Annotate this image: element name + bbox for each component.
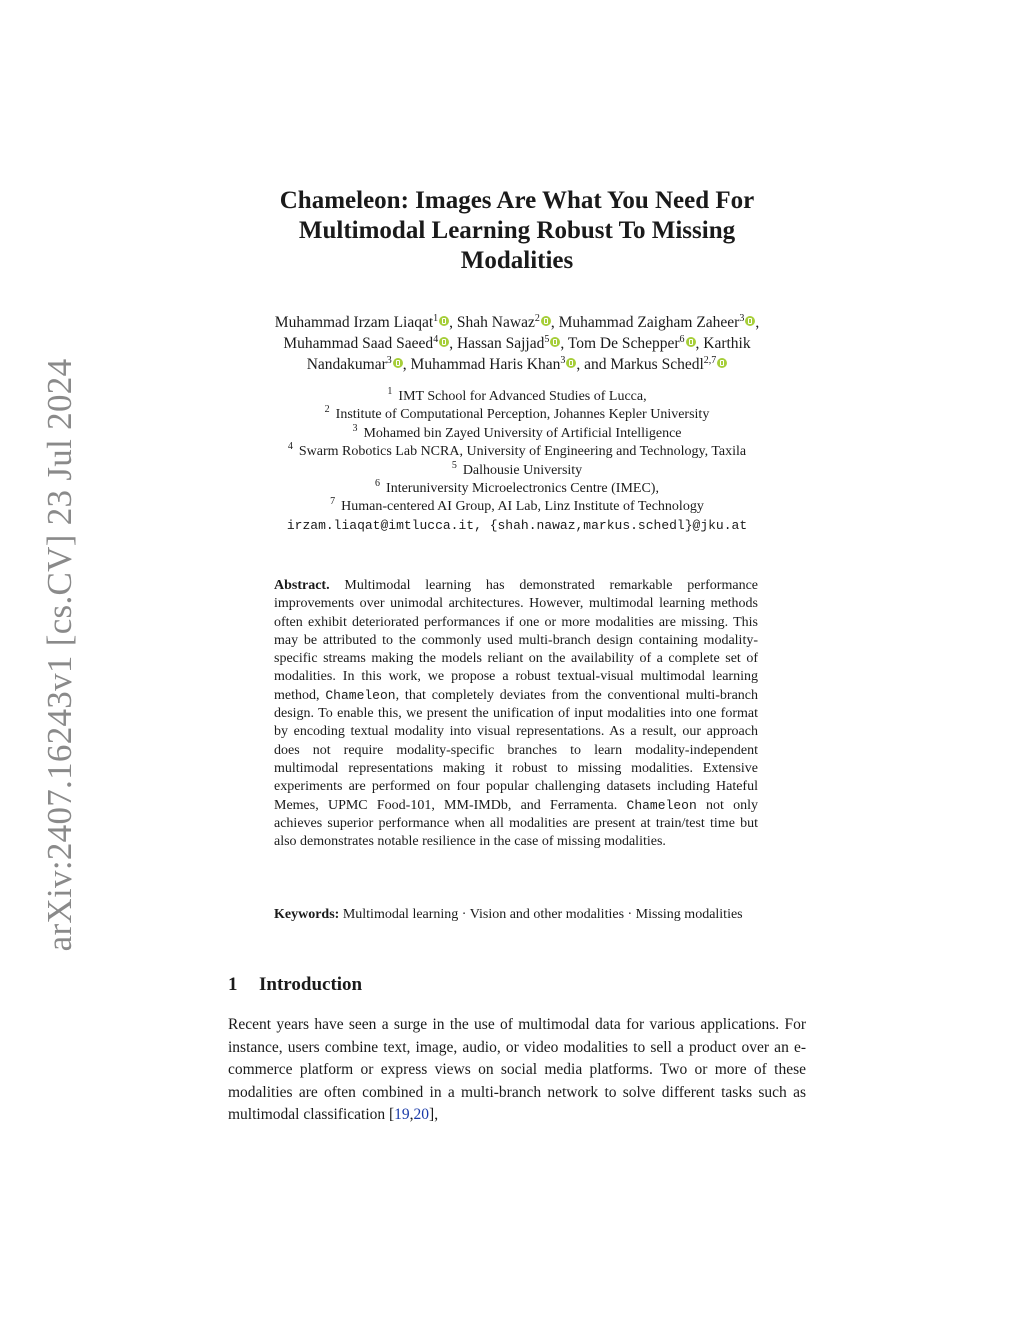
affiliation xyxy=(228,388,806,406)
author-line: Nandakumar$^3$ , Muhammad Haris Khan$^3$ , and Markus Schedl$^{2,7}$ xyxy=(228,354,806,375)
citation-link[interactable]: 20 xyxy=(413,1106,430,1124)
author-affil-mark: 4 xyxy=(433,334,439,345)
affiliation-mark: 5 xyxy=(451,459,457,471)
title-line: Chameleon: Images Are What You Need For xyxy=(279,187,755,214)
abstract-text: , that completely deviates from the conventional multi-branch design. To enable this, we present the unification of input modalities into one format by encoding textual modality into visual representations. As a result, our approach does not require modality-specific branches to learn modality-independent multimodal representations making it robust to missing modalities. Extensive experiments are performed on four popular challenging datasets including Hateful Memes, UPMC Food-101, MM-IMDb, and Ferramenta. xyxy=(274,687,758,813)
affiliation xyxy=(228,480,806,498)
author-affil-mark: 5 xyxy=(544,334,550,345)
author-affil-mark: 3 xyxy=(386,355,392,366)
title-line: Multimodal Learning Robust To Missing xyxy=(298,217,736,244)
affiliation-list xyxy=(228,388,806,535)
orcid-icon[interactable] xyxy=(541,316,551,326)
orcid-icon[interactable] xyxy=(686,337,696,347)
affiliation-mark: 3 xyxy=(352,422,358,434)
author-line: Muhammad Saad Saeed$^4$ , Hassan Sajjad$^5$ , Tom De Schepper$^6$ , Karthik xyxy=(283,334,751,352)
abstract-text: Multimodal learning has demonstrated remarkable performance improvements over unimodal architectures. However, multimodal learning methods often exhibit deteriorated performances if one or more modalities are missing. This may be attributed to the commonly used multi-branch design containing modality-specific streams making the models reliant on the availability of a complete set of modalities. In this work, we propose a robust textual-visual multimodal learning method, xyxy=(274,578,758,703)
author-line: Muhammad Irzam Liaqat$^1$ , Shah Nawaz$^2$ , Muhammad Zaigham Zaheer$^3$ , xyxy=(274,313,760,331)
affiliation-mark: 1 xyxy=(387,386,393,397)
author-name: Hassan Sajjad xyxy=(456,335,545,352)
author-affil-mark: 3 xyxy=(560,355,566,366)
affiliation-mark: 7 xyxy=(330,496,336,508)
affiliation xyxy=(228,443,806,461)
orcid-icon[interactable] xyxy=(439,337,449,347)
author-name: Markus Schedl xyxy=(610,356,704,373)
keywords-label: Keywords: xyxy=(274,907,340,922)
affiliation xyxy=(228,406,806,424)
intro-text: Recent years have seen a surge in the use of multimodal data for various applications. For instance, users combine text, image, audio, or video modalities to sell a product over an e-commerce platform or express views on social media platforms. Two or more of these modalities are often combined in a multi-branch network to solve different tasks such as multimodal classification [ xyxy=(228,1016,806,1124)
author-name: Muhammad Zaigham Zaheer xyxy=(558,314,740,331)
affiliation-text: Institute of Computational Perception, Johannes Kepler University xyxy=(335,407,710,423)
author-list xyxy=(228,312,806,375)
orcid-icon[interactable] xyxy=(393,358,403,368)
affiliation-mark: 4 xyxy=(287,441,293,453)
affiliation-text: Mohamed bin Zayed University of Artificial Intelligence xyxy=(363,425,682,441)
author-affil-mark: 6 xyxy=(679,334,685,345)
section-heading xyxy=(228,974,362,996)
author-affil-mark: 2 xyxy=(534,313,540,324)
affiliation-text: IMT School for Advanced Studies of Lucca, xyxy=(398,389,647,404)
affiliation xyxy=(228,422,806,443)
arxiv-identifier: arXiv:2407.16243v1 [cs.CV] 23 Jul 2024 xyxy=(40,358,79,952)
abstract xyxy=(274,577,758,851)
affiliation-mark: 6 xyxy=(375,478,381,490)
affiliation-text: Swarm Robotics Lab NCRA, University of Engineering and Technology, Taxila xyxy=(298,444,747,460)
affiliation-text: Human-centered AI Group, AI Lab, Linz Institute of Technology xyxy=(341,499,704,515)
author-affil-mark: 1 xyxy=(433,313,439,324)
abstract-label: Abstract. xyxy=(274,578,330,593)
intro-paragraph xyxy=(228,1014,806,1127)
affiliation xyxy=(228,498,806,516)
paper-title xyxy=(228,186,806,276)
author-name-last: Nandakumar xyxy=(306,356,387,373)
method-name: Chameleon xyxy=(325,687,396,703)
affiliation xyxy=(228,459,806,480)
author-affil-mark: 3 xyxy=(739,313,745,324)
author-name: Shah Nawaz xyxy=(456,314,535,331)
affiliation-mark: 2 xyxy=(324,404,330,416)
author-name: Tom De Schepper xyxy=(567,335,680,352)
orcid-icon[interactable] xyxy=(566,358,576,368)
author-name-first: Karthik xyxy=(703,335,751,352)
keywords-text: Multimodal learning · Vision and other modalities · Missing modalities xyxy=(342,907,743,922)
orcid-icon[interactable] xyxy=(717,358,727,368)
author-affil-mark: 2,7 xyxy=(703,355,717,366)
citation-link[interactable]: 19 xyxy=(394,1106,410,1124)
intro-text-tail: ], xyxy=(429,1106,439,1124)
affiliation-text: Dalhousie University xyxy=(462,462,583,478)
section-number: 1 xyxy=(228,974,238,995)
abstract-text: not only achieves superior performance when all modalities are present at train/test time but also demonstrates notable resilience in the case of missing modalities. xyxy=(274,797,759,850)
section-title: Introduction xyxy=(259,974,363,995)
method-name: Chameleon xyxy=(626,797,697,813)
author-name: Muhammad Haris Khan xyxy=(410,356,561,373)
author-name: Muhammad Saad Saeed xyxy=(283,335,434,352)
author-emails[interactable]: irzam.liaqat@imtlucca.it, {shah.nawaz,markus.schedl}@jku.at xyxy=(286,517,748,533)
title-line: Modalities xyxy=(460,247,574,274)
orcid-icon[interactable] xyxy=(439,316,449,326)
orcid-icon[interactable] xyxy=(745,316,755,326)
citation-separator: , xyxy=(409,1106,414,1124)
author-connector: and xyxy=(584,356,607,373)
keywords xyxy=(274,906,758,924)
orcid-icon[interactable] xyxy=(550,337,560,347)
author-name: Muhammad Irzam Liaqat xyxy=(274,314,434,331)
affiliation-text: Interuniversity Microelectronics Centre (IMEC), xyxy=(386,481,659,497)
